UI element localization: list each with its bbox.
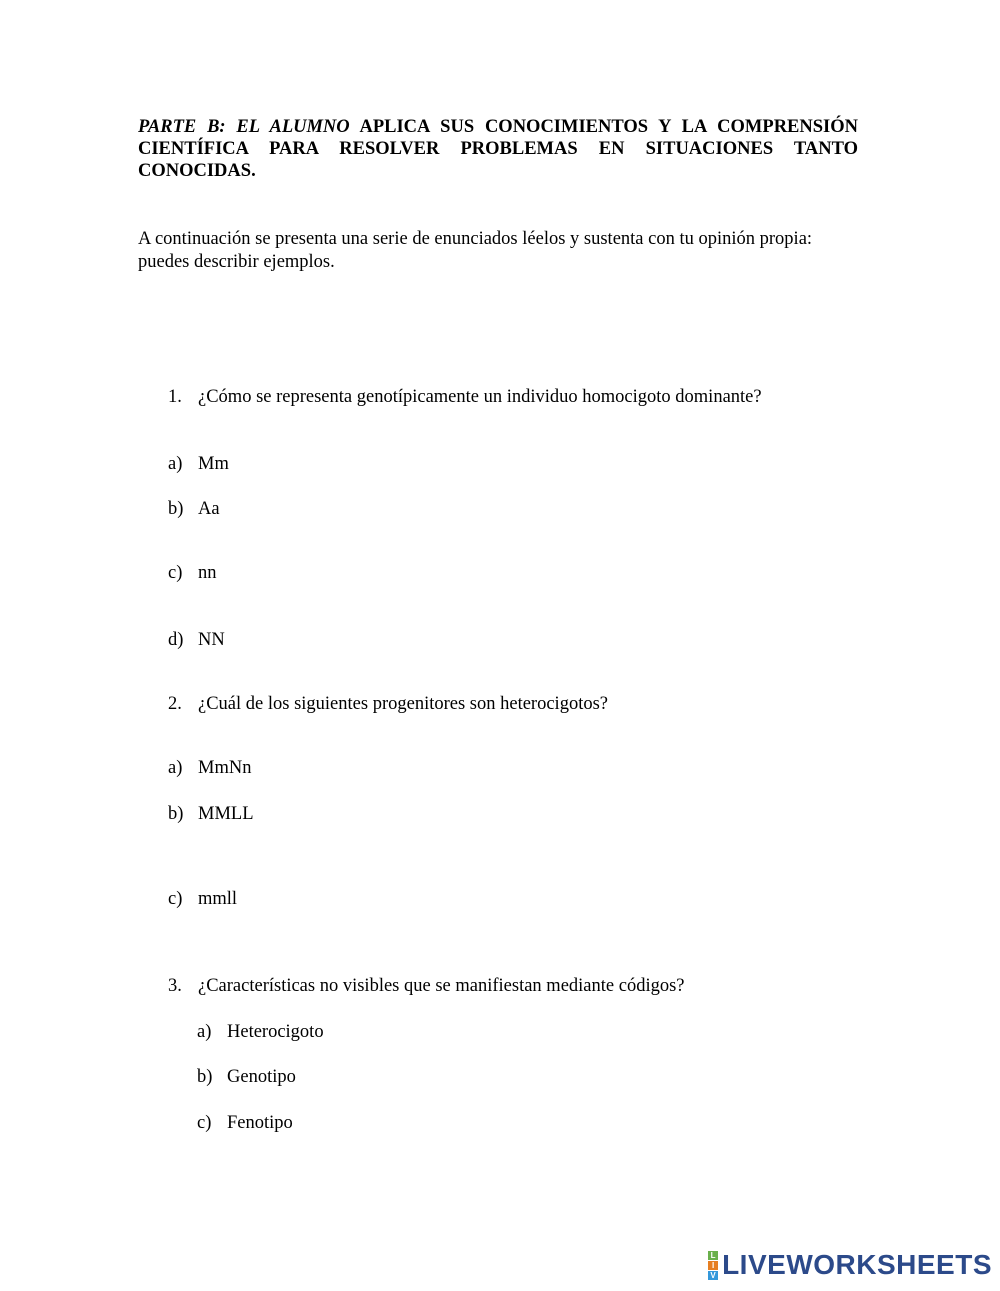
question-number: 1. <box>168 387 182 407</box>
option-3c[interactable] <box>197 1112 293 1134</box>
option-label: a) <box>168 758 183 778</box>
option-text: nn <box>198 563 217 583</box>
option-3a[interactable] <box>197 1021 324 1043</box>
option-1d[interactable] <box>168 629 225 651</box>
instructions-paragraph: A continuación se presenta una serie de enunciados léelos y sustenta con tu opinión propia: puedes describir ejemplos. <box>138 229 813 272</box>
option-text: MmNn <box>198 758 252 778</box>
logo-tile: V <box>708 1271 718 1280</box>
question-text: ¿Cuál de los siguientes progenitores son heterocigotos? <box>198 694 608 714</box>
option-1b[interactable] <box>168 498 220 520</box>
logo-tile: I <box>708 1261 718 1270</box>
question-number: 2. <box>168 694 182 714</box>
option-text: mmll <box>198 889 238 909</box>
question-text: ¿Características no visibles que se manifiestan mediante códigos? <box>198 976 685 996</box>
option-label: b) <box>168 804 184 824</box>
option-1c[interactable] <box>168 562 217 584</box>
option-text: Mm <box>198 454 229 474</box>
option-text: Genotipo <box>227 1067 296 1087</box>
option-text: MMLL <box>198 804 254 824</box>
option-label: a) <box>197 1022 212 1042</box>
question-number: 3. <box>168 976 182 996</box>
option-label: c) <box>168 889 183 909</box>
question-text: ¿Cómo se representa genotípicamente un individuo homocigoto dominante? <box>198 387 762 407</box>
option-label: c) <box>168 563 183 583</box>
option-1a[interactable] <box>168 453 229 475</box>
option-label: b) <box>168 499 184 519</box>
option-2c[interactable] <box>168 888 237 910</box>
logo-tile: L <box>708 1251 718 1260</box>
option-text: Fenotipo <box>227 1113 293 1133</box>
option-label: c) <box>197 1113 212 1133</box>
section-heading <box>138 116 858 182</box>
option-text: Aa <box>198 499 220 519</box>
option-label: b) <box>197 1067 213 1087</box>
section-heading-italic: PARTE B: EL ALUMNO <box>138 117 350 137</box>
logo-icon <box>708 1251 718 1280</box>
option-label: d) <box>168 630 184 650</box>
option-2b[interactable] <box>168 803 254 825</box>
question-2 <box>168 693 608 715</box>
option-3b[interactable] <box>197 1066 296 1088</box>
section-heading-rest: APLICA SUS CONOCIMIENTOS Y LA COMPRENSIÓN CIENTÍFICA PARA RESOLVER PROBLEMAS EN SITUACIONES TANTO CONOCIDAS. <box>138 117 858 181</box>
option-text: NN <box>198 630 225 650</box>
option-label: a) <box>168 454 183 474</box>
question-1 <box>168 386 762 408</box>
option-2a[interactable] <box>168 757 251 779</box>
liveworksheets-logo <box>708 1249 992 1281</box>
question-3 <box>168 975 685 997</box>
option-text: Heterocigoto <box>227 1022 324 1042</box>
logo-text: LIVEWORKSHEETS <box>722 1249 992 1280</box>
